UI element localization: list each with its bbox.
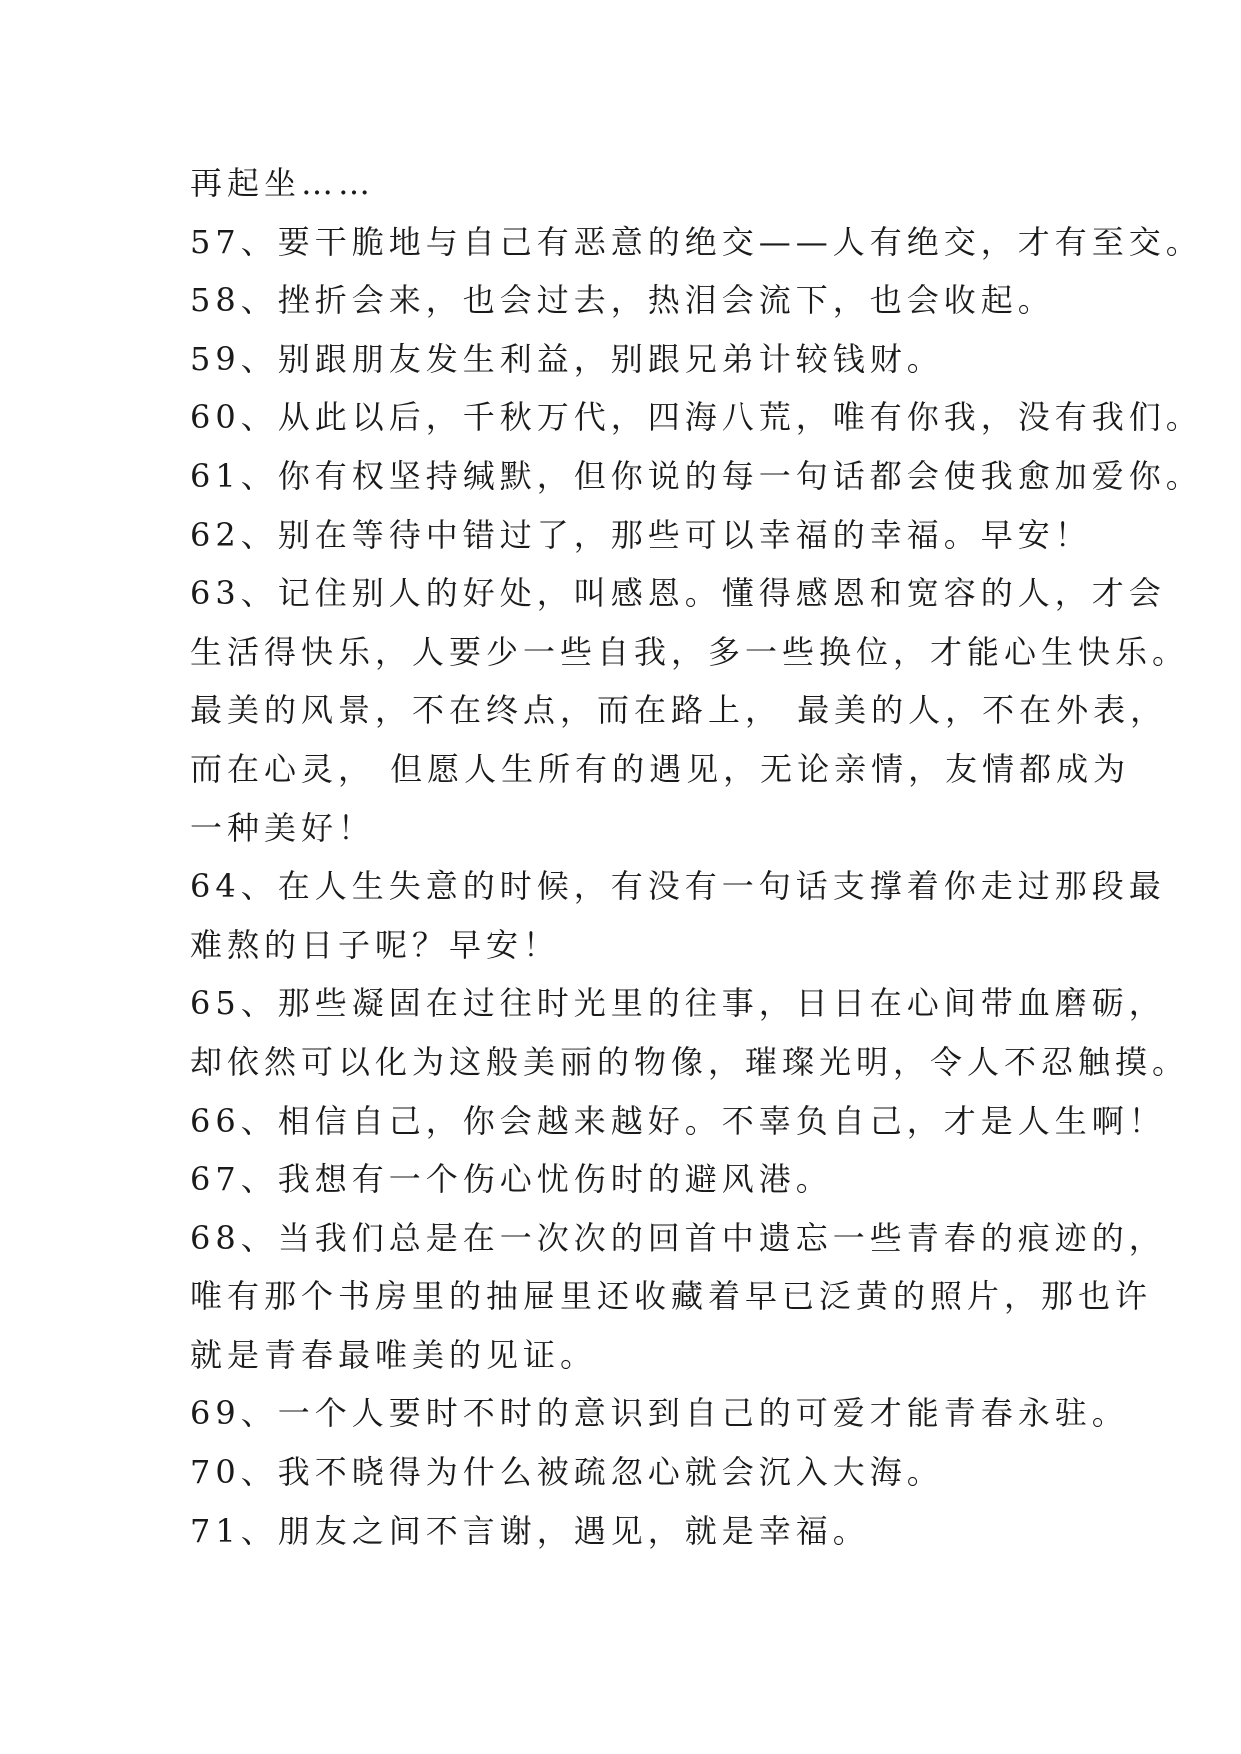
text-line: 64、在人生失意的时候，有没有一句话支撑着你走过那段最 xyxy=(190,867,1166,906)
text-line: 67、我想有一个伤心忧伤时的避风港。 xyxy=(190,1160,833,1199)
text-line: 57、要干脆地与自己有恶意的绝交——人有绝交，才有至交。 xyxy=(190,222,1203,261)
text-line: 70、我不晓得为什么被疏忽心就会沉入大海。 xyxy=(190,1453,944,1492)
text-line: 63、记住别人的好处，叫感恩。懂得感恩和宽容的人，才会 xyxy=(190,574,1166,613)
text-line: 66、相信自己，你会越来越好。不辜负自己，才是人生啊！ xyxy=(190,1101,1166,1140)
text-line: 59、别跟朋友发生利益，别跟兄弟计较钱财。 xyxy=(190,339,944,378)
text-line: 生活得快乐，人要少一些自我，多一些换位，才能心生快乐。 xyxy=(190,632,1190,671)
text-line: 却依然可以化为这般美丽的物像，璀璨光明，令人不忍触摸。 xyxy=(190,1042,1190,1081)
text-line: 71、朋友之间不言谢，遇见，就是幸福。 xyxy=(190,1511,870,1550)
text-line: 62、别在等待中错过了，那些可以幸福的幸福。早安！ xyxy=(190,515,1092,554)
text-line: 再起坐…… xyxy=(190,164,376,202)
text-line: 最美的风景，不在终点，而在路上， 最美的人，不在外表， xyxy=(190,691,1168,730)
text-line: 58、挫折会来，也会过去，热泪会流下，也会收起。 xyxy=(190,281,1055,320)
text-line: 61、你有权坚持缄默，但你说的每一句话都会使我愈加爱你。 xyxy=(190,456,1203,495)
text-line: 60、从此以后，千秋万代，四海八荒，唯有你我，没有我们。 xyxy=(190,398,1203,437)
document-body xyxy=(190,154,1203,1560)
text-line: 就是青春最唯美的见证。 xyxy=(190,1335,598,1374)
text-line: 难熬的日子呢？早安！ xyxy=(190,925,561,964)
text-line: 68、当我们总是在一次次的回首中遗忘一些青春的痕迹的， xyxy=(190,1218,1166,1257)
text-line: 65、那些凝固在过往时光里的往事，日日在心间带血磨砺， xyxy=(190,984,1166,1023)
text-line: 一种美好！ xyxy=(190,808,376,847)
text-line: 唯有那个书房里的抽屉里还收藏着早已泛黄的照片，那也许 xyxy=(190,1277,1153,1316)
text-line: 69、一个人要时不时的意识到自己的可爱才能青春永驻。 xyxy=(190,1394,1129,1433)
text-line: 而在心灵， 但愿人生所有的遇见，无论亲情，友情都成为 xyxy=(190,749,1131,788)
